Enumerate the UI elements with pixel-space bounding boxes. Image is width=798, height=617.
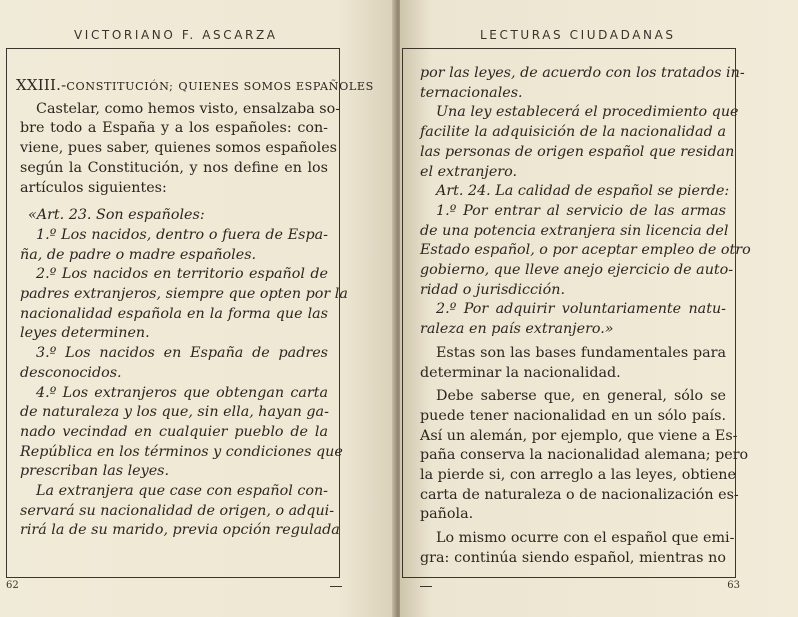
- text-line: desconocidos.: [20, 364, 122, 381]
- text-line: Así un alemán, por ejemplo, que viene a Es-: [420, 427, 738, 444]
- section-heading: [16, 76, 374, 97]
- text-line: carta de naturaleza o de nacionalización es-: [420, 486, 739, 503]
- text-line: 2.º Por adquirir voluntariamente natu-: [436, 301, 726, 318]
- text-line: Castelar, como hemos visto, ensalzaba so-: [36, 100, 341, 117]
- right-page-number: 63: [727, 580, 740, 591]
- text-line: 3.º Los nacidos en España de padres: [36, 345, 328, 362]
- text-line: ña, de padre o madre españoles.: [20, 246, 257, 263]
- text-line: ternacionales.: [420, 84, 523, 101]
- text-line: Art. 24. La calidad de español se pierde:: [436, 183, 730, 200]
- left-page-number: 62: [6, 580, 19, 591]
- heading-title: CONSTITUCIÓN;: [66, 80, 174, 93]
- emigration-paragraph: [420, 529, 735, 568]
- text-line: ridad o jurisdicción.: [420, 281, 565, 298]
- right-text-block: [420, 64, 751, 569]
- text-line: 2.º Los nacidos en territorio español de: [36, 266, 328, 283]
- text-line: gra: continúa siendo español, mientras no: [420, 549, 726, 566]
- footer-dash: [330, 586, 342, 587]
- text-line: las personas de origen español que residan: [420, 143, 735, 160]
- text-line: «Art. 23. Son españoles:: [28, 207, 205, 224]
- text-line: rirá la de su marido, previa opción regulada: [20, 522, 340, 539]
- text-line: gobierno, que lleve anejo ejercicio de auto-: [420, 262, 734, 279]
- heading-subtitle: QUIENES SOMOS ESPAÑOLES: [178, 80, 374, 93]
- text-line: raleza en país extranjero.»: [420, 321, 614, 338]
- text-line: 1.º Por entrar al servicio de las armas: [436, 202, 726, 219]
- text-line: viene, pues saber, quienes somos españoles: [20, 140, 337, 157]
- text-line: de una potencia extranjera sin licencia del: [420, 222, 729, 239]
- text-line: artículos siguientes:: [20, 179, 167, 196]
- text-line: servará su nacionalidad de origen, o adqui-: [20, 502, 335, 519]
- right-running-head: LECTURAS CIUDADANAS: [480, 28, 676, 42]
- text-line: pañola.: [420, 506, 474, 523]
- text-line: 4.º Los extranjeros que obtengan carta: [36, 384, 328, 401]
- text-line: padres extranjeros, siempre que opten por la: [20, 286, 348, 303]
- footer-dash: [420, 586, 432, 587]
- text-line: 1.º Los nacidos, dentro o fuera de Espa-: [36, 226, 328, 243]
- text-line: Lo mismo ocurre con el español que emi-: [436, 530, 735, 547]
- article-23-continued: [420, 64, 745, 182]
- article-23: [20, 206, 348, 541]
- text-line: bre todo a España y a los españoles: con-: [20, 120, 328, 137]
- article-24: [420, 182, 751, 340]
- text-line: Estado español, o por aceptar empleo de otro: [420, 242, 751, 259]
- nationality-paragraph: [420, 387, 749, 525]
- intro-paragraph: [20, 100, 341, 199]
- text-line: según la Constitución, y nos define en los: [20, 159, 328, 176]
- text-line: de naturaleza y los que, sin ella, hayan ga-: [20, 404, 329, 421]
- text-line: La extranjera que case con español con-: [36, 483, 328, 500]
- text-line: prescriban las leyes.: [20, 463, 170, 480]
- text-line: facilite la adquisición de la nacionalidad a: [420, 124, 726, 141]
- bases-paragraph: [420, 344, 726, 383]
- left-text-block: [16, 76, 374, 541]
- left-page: [0, 0, 396, 617]
- heading-number: XXIII.-: [16, 76, 67, 94]
- text-line: el extranjero.: [420, 163, 518, 180]
- text-line: leyes determinen.: [20, 325, 150, 342]
- text-line: Debe saberse que, en general, sólo se: [436, 388, 726, 405]
- text-line: Una ley establecerá el procedimiento que: [436, 104, 739, 121]
- text-line: nado vecindad en cualquier pueblo de la: [20, 423, 328, 440]
- right-page: [400, 0, 798, 617]
- text-line: por las leyes, de acuerdo con los tratados in-: [420, 65, 745, 81]
- text-line: nacionalidad española en la forma que las: [20, 305, 328, 322]
- left-running-head: VICTORIANO F. ASCARZA: [74, 28, 278, 42]
- text-line: puede tener nacionalidad en un sólo país.: [420, 407, 726, 424]
- text-line: Estas son las bases fundamentales para: [436, 344, 726, 361]
- text-line: paña conserva la nacionalidad alemana; pero: [420, 447, 749, 464]
- text-line: la pierde si, con arreglo a las leyes, obtiene: [420, 467, 736, 484]
- text-line: República en los términos y condiciones que: [20, 443, 343, 460]
- text-line: determinar la nacionalidad.: [420, 364, 621, 381]
